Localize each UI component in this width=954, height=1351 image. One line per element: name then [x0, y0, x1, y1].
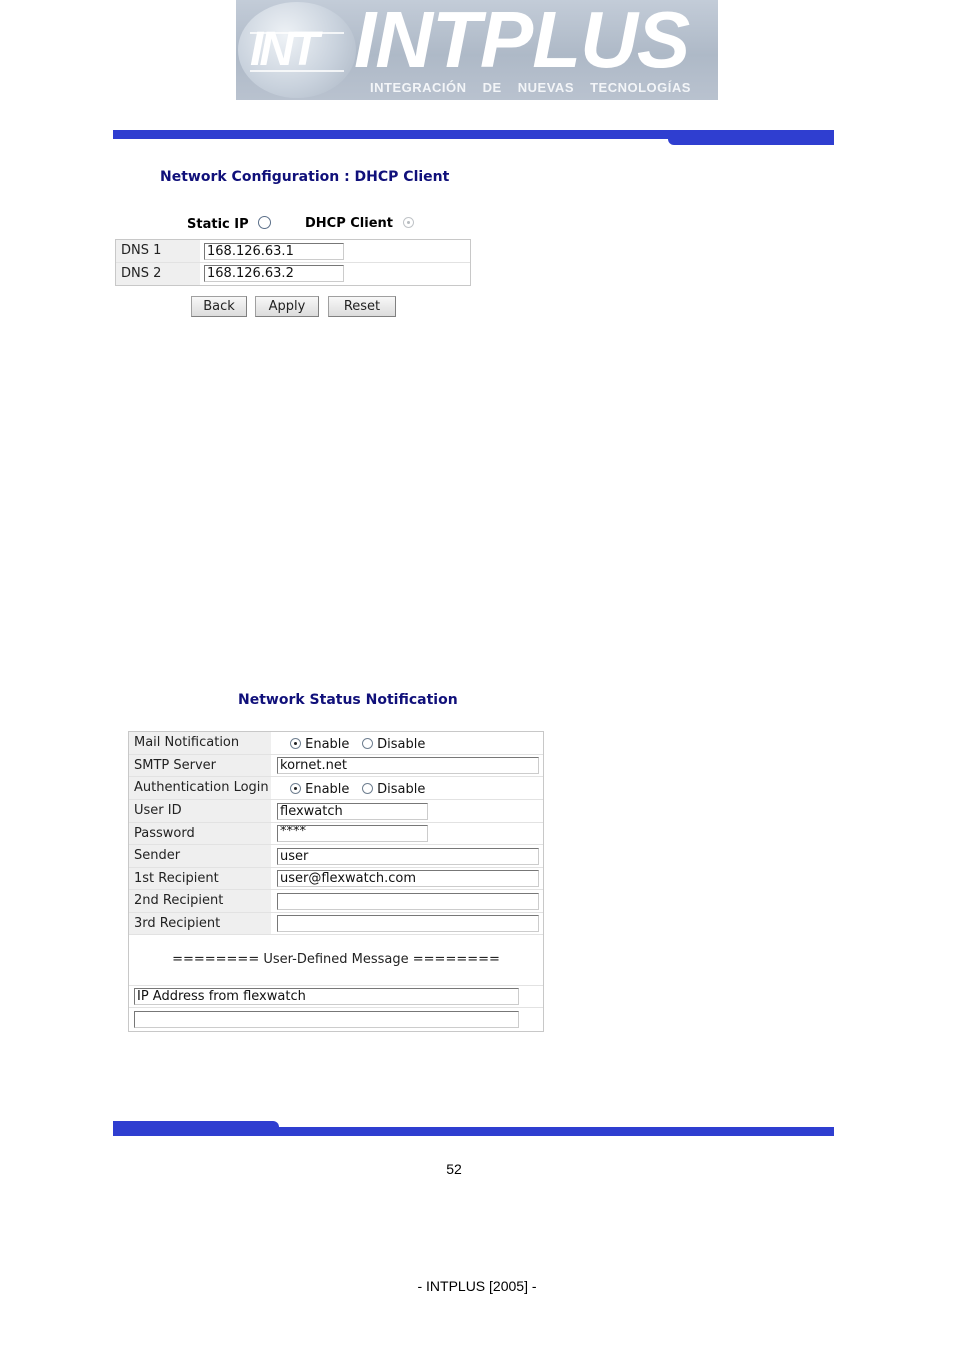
- dhcp-client-label: DHCP Client: [305, 216, 394, 231]
- back-button[interactable]: Back: [191, 296, 247, 317]
- dns2-label: DNS 2: [116, 263, 200, 285]
- auth-disable-radio[interactable]: [362, 783, 373, 794]
- table-row: [129, 1007, 543, 1030]
- notification-title: Network Status Notification: [238, 692, 458, 708]
- mode-static-option[interactable]: [187, 216, 271, 232]
- reset-button[interactable]: Reset: [328, 296, 396, 317]
- auth-enable-option[interactable]: [290, 782, 349, 797]
- static-ip-radio[interactable]: [258, 216, 271, 229]
- dns-table: [115, 239, 471, 286]
- apply-button[interactable]: Apply: [255, 296, 319, 317]
- logo-mark: INT: [250, 23, 316, 76]
- intplus-logo: [236, 0, 718, 100]
- authentication-login-label: Authentication Login: [129, 777, 271, 800]
- logo-tagline: INTEGRACIÓN DE NUEVAS TECNOLOGÍAS: [370, 80, 691, 95]
- smtp-server-label: SMTP Server: [129, 755, 271, 777]
- enable-label: Enable: [305, 782, 350, 797]
- bottom-divider-bar: [113, 1127, 834, 1136]
- third-recipient-label: 3rd Recipient: [129, 913, 271, 935]
- table-row: [129, 799, 543, 823]
- table-row: [129, 776, 543, 800]
- table-row: [116, 262, 470, 285]
- smtp-server-input[interactable]: kornet.net: [277, 757, 539, 774]
- password-label: Password: [129, 823, 271, 845]
- dhcp-title: Network Configuration : DHCP Client: [160, 169, 450, 185]
- first-recipient-label: 1st Recipient: [129, 868, 271, 890]
- first-recipient-input[interactable]: user@flexwatch.com: [277, 870, 539, 887]
- top-divider-tab: [668, 138, 834, 145]
- footer-copyright: - INTPLUS [2005] -: [417, 1278, 537, 1294]
- dhcp-client-radio[interactable]: [403, 217, 414, 228]
- user-id-label: User ID: [129, 800, 271, 823]
- sender-label: Sender: [129, 845, 271, 868]
- table-row: [116, 240, 470, 262]
- mail-disable-radio[interactable]: [362, 738, 373, 749]
- user-defined-message-header: ======== User-Defined Message ========: [172, 952, 500, 967]
- table-row: [129, 822, 543, 845]
- mail-enable-radio[interactable]: [290, 738, 301, 749]
- disable-label: Disable: [377, 782, 426, 797]
- auth-enable-radio[interactable]: [290, 783, 301, 794]
- dns1-label: DNS 1: [116, 240, 200, 262]
- table-row: [129, 732, 543, 754]
- second-recipient-input[interactable]: [277, 893, 539, 910]
- page-number: 52: [446, 1161, 462, 1177]
- message-line1-input[interactable]: IP Address from flexwatch: [134, 988, 519, 1005]
- table-row: [129, 889, 543, 913]
- auth-disable-option[interactable]: [362, 782, 425, 797]
- password-input[interactable]: ****: [277, 825, 428, 842]
- mode-dhcp-option[interactable]: [305, 216, 414, 231]
- disable-label: Disable: [377, 737, 426, 752]
- sender-input[interactable]: user: [277, 848, 539, 865]
- notification-table: [128, 731, 544, 1032]
- table-row: [129, 985, 543, 1008]
- table-row: [129, 912, 543, 935]
- table-row: [129, 754, 543, 777]
- enable-label: Enable: [305, 737, 350, 752]
- second-recipient-label: 2nd Recipient: [129, 890, 271, 913]
- mail-disable-option[interactable]: [362, 737, 425, 752]
- table-row: [129, 844, 543, 868]
- third-recipient-input[interactable]: [277, 915, 539, 932]
- dns2-input[interactable]: 168.126.63.2: [204, 265, 344, 282]
- dns1-input[interactable]: 168.126.63.1: [204, 243, 344, 260]
- user-id-input[interactable]: flexwatch: [277, 803, 428, 820]
- mail-notification-label: Mail Notification: [129, 732, 271, 754]
- static-ip-label: Static IP: [187, 217, 249, 232]
- logo-brand: INTPLUS: [354, 0, 690, 84]
- message-line2-input[interactable]: [134, 1011, 519, 1028]
- mail-enable-option[interactable]: [290, 737, 349, 752]
- table-row: [129, 867, 543, 890]
- table-row: [129, 934, 543, 986]
